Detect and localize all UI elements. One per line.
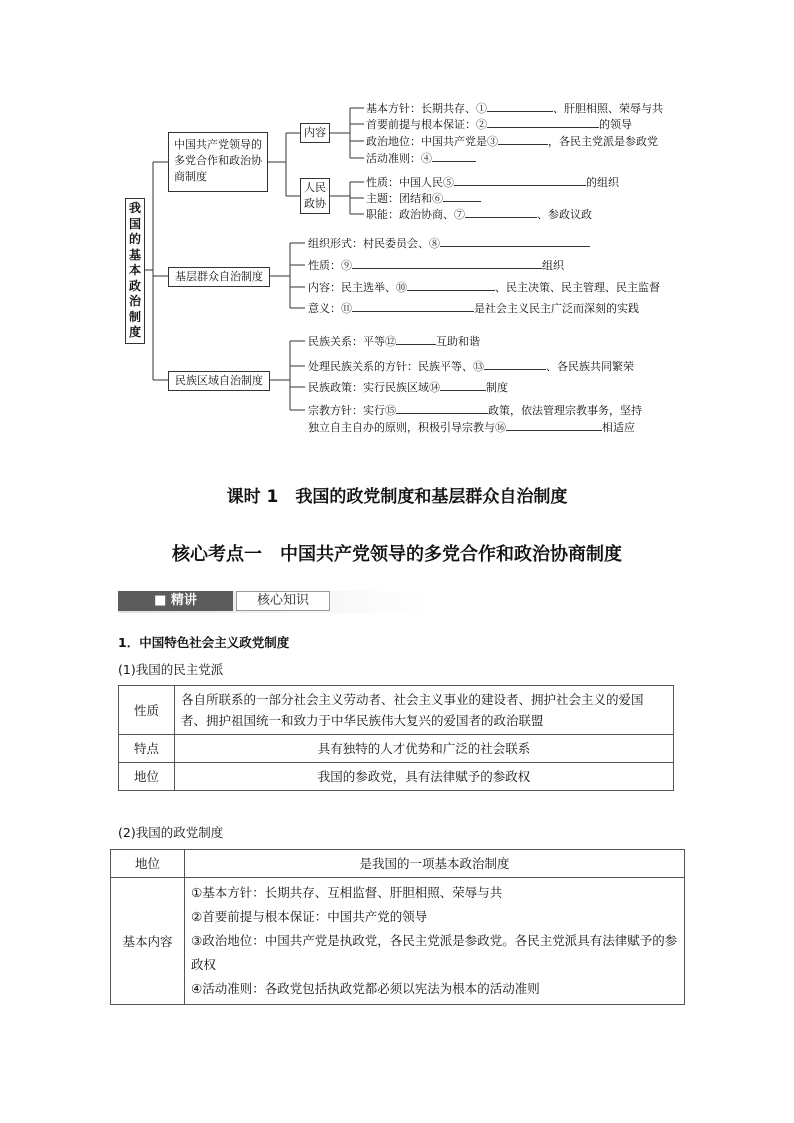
- mm-item-1: 基本方针：长期共存、① 、肝胆相照、荣辱与共: [366, 102, 663, 115]
- mm-item-15: 宗教方针：实行⑮ 政策，依法管理宗教事务，坚持: [308, 404, 642, 417]
- branch2-label: 基层群众自治制度: [175, 270, 263, 283]
- mm-item-3: 政治地位：中国共产党是③ ，各民主党派是参政党: [366, 135, 658, 148]
- table-cell-value: 具有独特的人才优势和广泛的社会联系: [175, 735, 674, 763]
- mm-item-6: 主题：团结和⑥: [366, 192, 481, 204]
- branch2-box: [168, 267, 270, 287]
- point1-title: 1．中国特色社会主义政党制度: [118, 635, 290, 650]
- party-system-table: [110, 849, 685, 1005]
- table-cell-key: 特点: [119, 735, 175, 763]
- mm-item-12: 民族关系：平等⑫ 互助和谐: [308, 335, 480, 348]
- branch3-box: [168, 371, 270, 391]
- table-row: [119, 735, 674, 763]
- mm-item-10: 内容：民主选举、⑩ 、民主决策、民主管理、民主监督: [308, 281, 660, 294]
- banner: [118, 591, 430, 613]
- sub-content-label: 内容: [304, 126, 326, 139]
- table-cell-key: 基本内容: [111, 878, 185, 1005]
- content-line-3: ③政治地位：中国共产党是执政党，各民主党派是参政党。各民主党派具有法律赋予的参政权: [191, 933, 678, 972]
- mm-item-13: 处理民族关系的方针：民族平等、⑬ 、各民族共同繁荣: [308, 360, 634, 373]
- table-row: [111, 878, 685, 1005]
- banner-right: 核心知识: [236, 591, 330, 611]
- mm-item-5: 性质：中国人民⑤ 的组织: [366, 176, 619, 189]
- table-cell-value: 各自所联系的一部分社会主义劳动者、社会主义事业的建设者、拥护社会主义的爱国者、拥护祖国统一和致力于中华民族伟大复兴的爱国者的政治联盟: [175, 686, 674, 735]
- mm-item-9: 性质：⑨ 组织: [308, 259, 564, 272]
- table-cell-value: 是我国的一项基本政治制度: [185, 850, 685, 878]
- mm-item-16: 独立自主自办的原则，积极引导宗教与⑯ 相适应: [308, 421, 635, 434]
- table-row: [119, 763, 674, 791]
- sub-content-box: [300, 123, 330, 143]
- parties-table: [118, 685, 674, 791]
- branch3-label: 民族区域自治制度: [175, 374, 263, 387]
- mm-item-7: 职能：政治协商、⑦ 、参政议政: [366, 208, 592, 221]
- table-cell-value: 我国的参政党，具有法律赋予的参政权: [175, 763, 674, 791]
- table-row: [111, 850, 685, 878]
- table-cell-value: [185, 878, 685, 1005]
- mm-item-8: 组织形式：村民委员会、⑧: [308, 237, 590, 249]
- mind-map-root-text: 我国的基本政治制度: [128, 201, 141, 339]
- sub1-title: (1)我国的民主党派: [118, 662, 224, 677]
- section-title: 核心考点一 中国共产党领导的多党合作和政治协商制度: [172, 544, 622, 565]
- mm-item-2: 首要前提与根本保证：② 的领导: [366, 118, 632, 131]
- sub-cppcc-box: [300, 178, 330, 214]
- branch1-box: [168, 132, 268, 192]
- content-line-1: ①基本方针：长期共存、互相监督、肝胆相照、荣辱与共: [191, 885, 503, 900]
- content-line-2: ②首要前提与根本保证：中国共产党的领导: [191, 909, 428, 924]
- branch1-label: 中国共产党领导的多党合作和政治协商制度: [174, 138, 262, 183]
- mm-item-11: 意义：⑪ 是社会主义民主广泛而深刻的实践: [308, 302, 639, 315]
- table-cell-key: 地位: [119, 763, 175, 791]
- mind-map-root: [125, 198, 145, 344]
- sub2-title: (2)我国的政党制度: [118, 825, 224, 840]
- table-row: [119, 686, 674, 735]
- lesson-title: 课时 1 我国的政党制度和基层群众自治制度: [226, 487, 568, 507]
- table-cell-key: 地位: [111, 850, 185, 878]
- mm-item-4: 活动准则：④: [366, 152, 476, 164]
- table-cell-key: 性质: [119, 686, 175, 735]
- banner-left: ■ 精讲: [118, 591, 233, 611]
- sub-cppcc-label: 人民政协: [304, 181, 326, 210]
- content-line-4: ④活动准则：各政党包括执政党都必须以宪法为根本的活动准则: [191, 981, 540, 996]
- mm-item-14: 民族政策：实行民族区域⑭ 制度: [308, 381, 508, 394]
